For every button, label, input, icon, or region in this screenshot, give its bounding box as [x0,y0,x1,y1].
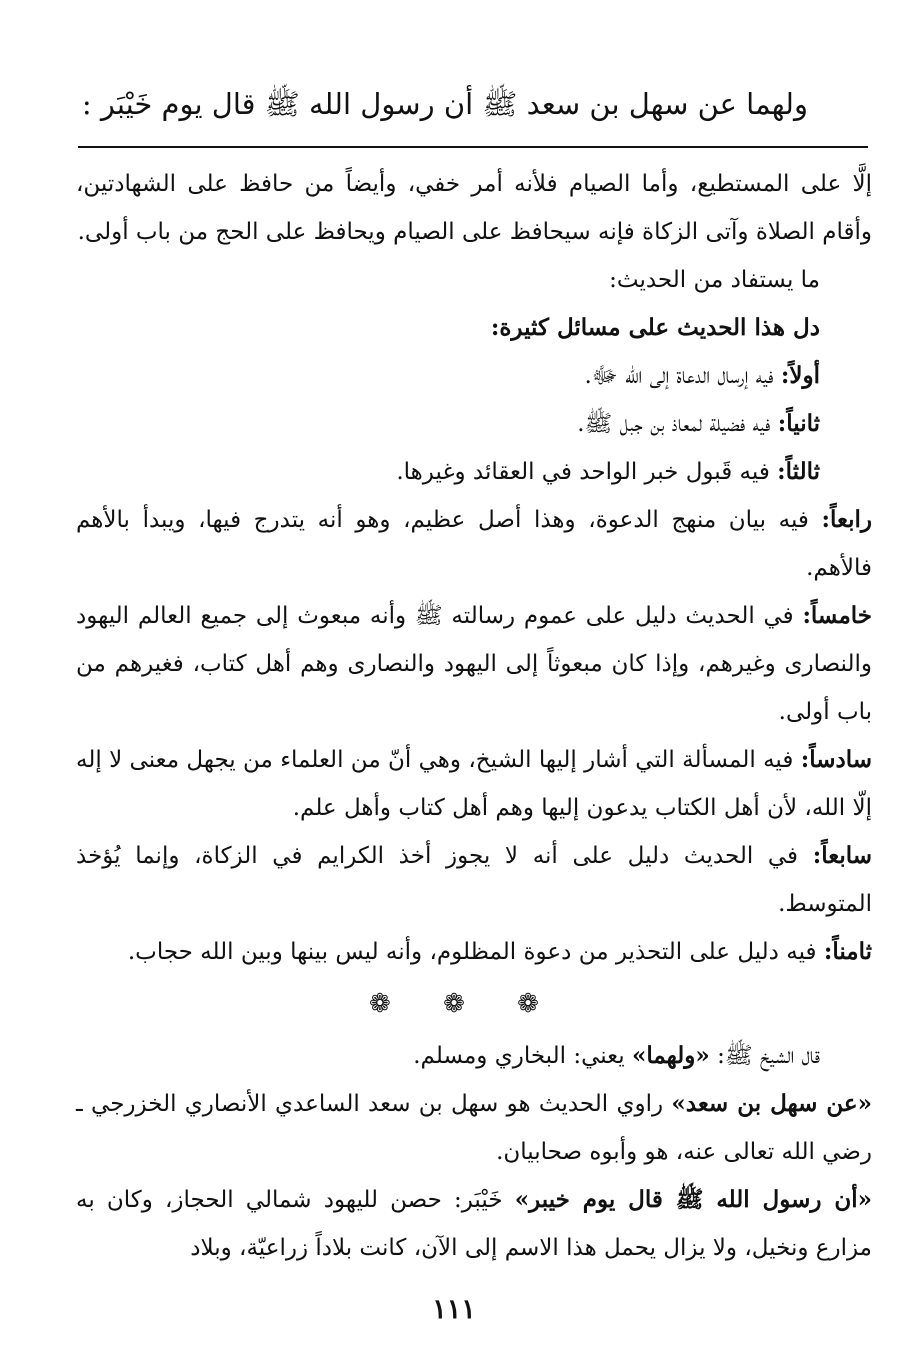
point-text: في الحديث دليل على عموم رسالته ﷺ وأنه مبعوث إلى جميع العالم اليهود والنصارى وغيرهم، وإذا كان مبعوثاً إلى اليهود والنصارى وهم أهل كتاب، فغيرهم من باب أولى. [76,603,872,725]
ornament-divider: ❁ ❁ ❁ [369,989,561,1019]
header-rule [78,146,868,148]
point-first [76,352,872,400]
point-label: أولاً: [780,362,820,389]
commentary-intro: قال الشيخ ﷺ: [717,1043,820,1069]
commentary-text: راوي الحديث هو سهل بن سعد الساعدي الأنصاري الخزرجي ـ رضي الله تعالى عنه، هو وأبوه صحابيان. [76,1091,872,1165]
point-label: سادساً: [800,746,872,773]
section-heading: ما يستفاد من الحديث: [609,267,820,293]
commentary-paragraph [76,1032,872,1080]
quoted-term: «أن رسول الله ﷺ قال يوم خيبر» [514,1186,873,1213]
body-text [76,160,872,1272]
quoted-term: «عن سهل بن سعد» [671,1090,872,1117]
point-label: ثانياً: [777,410,820,437]
point-text: فيه إرسال الدعاة إلى الله ﷻ. [584,363,774,389]
point-seventh [76,832,872,928]
quoted-term: «ولهما» [632,1042,710,1069]
point-fifth [76,592,872,736]
point-text: في الحديث دليل على أنه لا يجوز أخذ الكرايم في الزكاة، وإنما يُؤخذ المتوسط. [76,843,872,917]
point-fourth [76,496,872,592]
point-text: فيه بيان منهج الدعوة، وهذا أصل عظيم، وهو أنه يتدرج فيها، ويبدأ بالأهم فالأهم. [76,507,872,581]
point-label: خامساً: [802,602,872,629]
point-second [76,400,872,448]
commentary-text: يعني: البخاري ومسلم. [413,1043,625,1069]
point-text: فيه المسألة التي أشار إليها الشيخ، وهي أنّ من العلماء من يجهل معنى لا إله إلّا الله، لأن أهل الكتاب يدعون إليها وهم أهل كتاب وأهل علم. [76,747,872,821]
point-third [76,448,872,496]
paragraph-continuation: إلَّا على المستطيع، وأما الصيام فلأنه أمر خفي، وأيضاً من حافظ على الشهادتين، وأقام الصلاة وآتى الزكاة فإنه سيحافظ على الصيام ويحافظ على الحج من باب أولى. [76,171,872,245]
point-label: رابعاً: [821,506,873,533]
running-header: ولهما عن سهل بن سعد ﷺ أن رسول الله ﷺ قال يوم خَيْبَر : [81,87,808,121]
point-label: سابعاً: [812,842,873,869]
page-number: ١١١ [432,1294,476,1325]
point-text: فيه دليل على التحذير من دعوة المظلوم، وأنه ليس بينها وبين الله حجاب. [127,939,817,965]
section-subheading: دل هذا الحديث على مسائل كثيرة: [490,314,820,341]
commentary-paragraph [76,1080,872,1176]
point-text: فيه قَبول خبر الواحد في العقائد وغيرها. [396,459,770,485]
point-label: ثالثاً: [777,458,820,485]
point-label: ثامناً: [823,938,872,965]
point-text: فيه فضيلة لمعاذ بن جبل ﷺ. [577,411,771,437]
point-eighth [76,928,872,976]
commentary-text: خَيْبَر: حصن لليهود شمالي الحجاز، وكان به مزارع ونخيل، ولا يزال يحمل هذا الاسم إلى الآن، كانت بلاداً زراعيّة، وبلاد [76,1187,872,1261]
point-sixth [76,736,872,832]
commentary-paragraph [76,1176,872,1272]
